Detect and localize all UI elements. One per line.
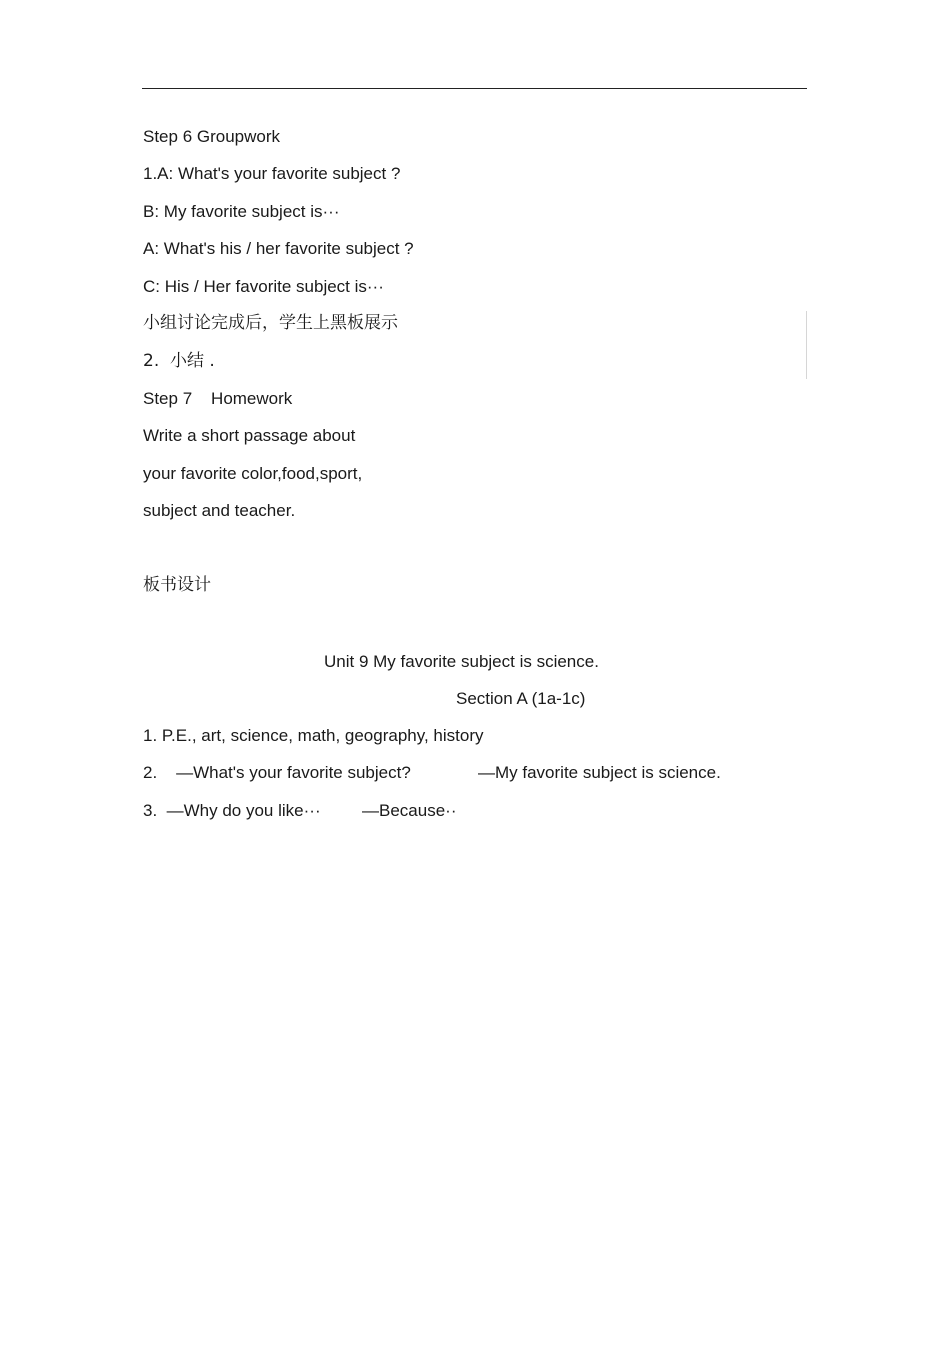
dialogue-line-1: 1.A: What's your favorite subject ? — [143, 164, 401, 183]
homework-line-3: subject and teacher. — [143, 501, 296, 520]
header-rule — [142, 88, 807, 89]
group-discussion-note: 小组讨论完成后，学生上黑板展示 — [143, 313, 398, 333]
dialogue-line-2: B: My favorite subject is··· — [143, 202, 340, 221]
board-item-3-answer: —Because·· — [362, 801, 457, 820]
summary-item: 2. 小结 . — [143, 351, 215, 371]
dialogue-line-3: A: What's his / her favorite subject ? — [143, 239, 414, 258]
board-item-2-question: 2. —What's your favorite subject? — [143, 763, 411, 782]
section-title: Section A (1a-1c) — [456, 689, 586, 708]
step6-heading: Step 6 Groupwork — [143, 127, 281, 146]
homework-line-2: your favorite color,food,sport, — [143, 464, 363, 483]
dialogue-line-4: C: His / Her favorite subject is··· — [143, 277, 384, 296]
board-design-heading: 板书设计 — [143, 575, 211, 595]
board-item-1: 1. P.E., art, science, math, geography, history — [143, 726, 484, 745]
step7-heading: Step 7 Homework — [143, 389, 293, 408]
homework-line-1: Write a short passage about — [143, 426, 356, 445]
margin-rule — [806, 311, 807, 379]
board-item-3-question: 3. —Why do you like··· — [143, 801, 321, 820]
unit-title: Unit 9 My favorite subject is science. — [324, 652, 599, 671]
board-item-2-answer: —My favorite subject is science. — [478, 763, 721, 782]
